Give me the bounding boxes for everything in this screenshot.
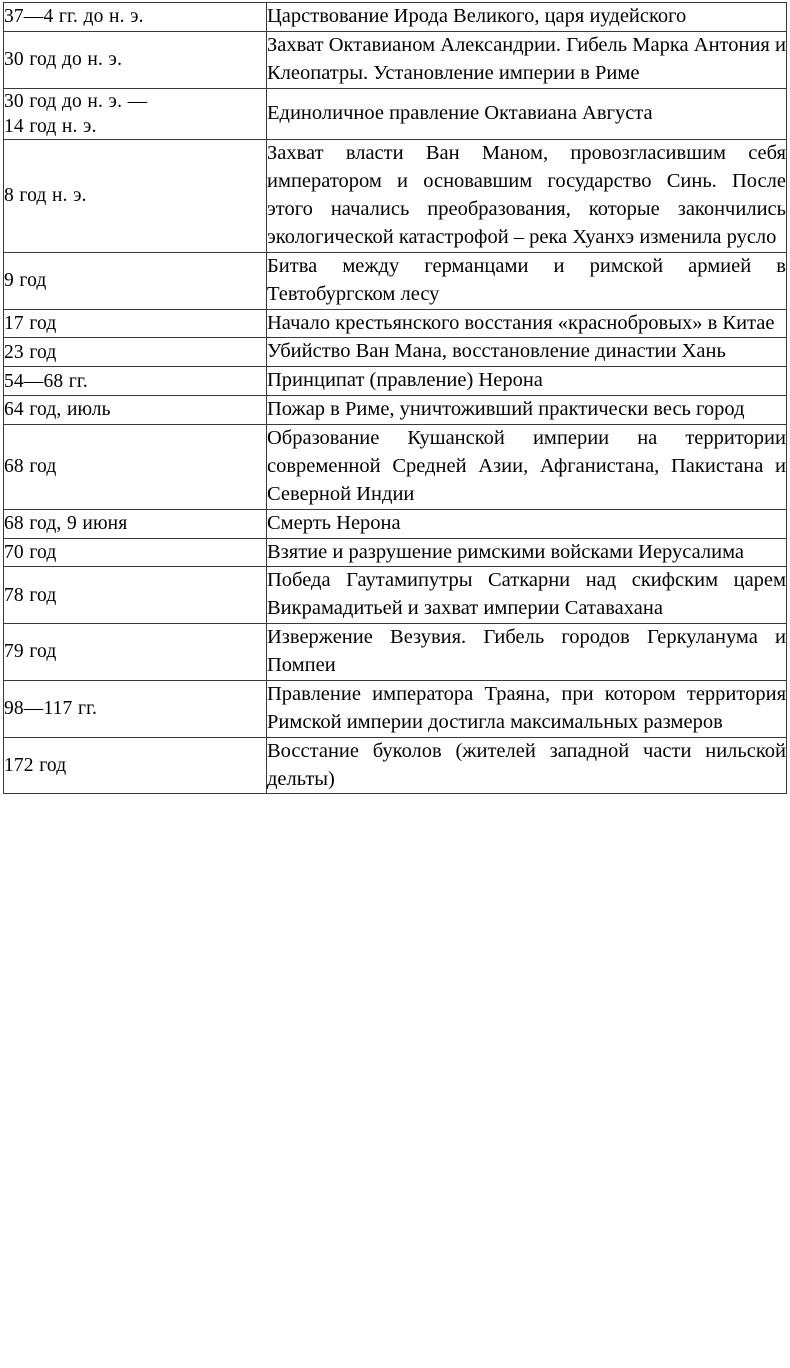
table-row	[4, 396, 787, 425]
event-cell	[267, 509, 787, 538]
date-cell	[4, 509, 267, 538]
table-row	[4, 338, 787, 367]
table-row	[4, 680, 787, 737]
table-row	[4, 309, 787, 338]
table-row	[4, 140, 787, 253]
event-cell	[267, 538, 787, 567]
table-row	[4, 3, 787, 32]
date-text: 68 год, 9 июня	[4, 512, 128, 534]
date-cell	[4, 396, 267, 425]
date-text: 78 год	[4, 584, 57, 606]
table-body	[4, 3, 787, 794]
date-text: 8 год н. э.	[4, 185, 87, 207]
date-text: 79 год	[4, 641, 57, 663]
table-row	[4, 31, 787, 88]
date-cell	[4, 3, 267, 32]
date-text: 9 год	[4, 270, 47, 292]
event-cell	[267, 3, 787, 32]
event-cell	[267, 252, 787, 309]
table-row	[4, 538, 787, 567]
date-text: 64 год, июль	[4, 399, 111, 421]
event-text: Смерть Нерона	[267, 511, 401, 534]
event-text: Правление императора Траяна, при котором территория Римской империи достигла максимальных размеров	[267, 682, 786, 733]
date-text: 30 год до н. э.	[4, 49, 123, 71]
date-cell	[4, 367, 267, 396]
date-cell	[4, 31, 267, 88]
table-row	[4, 509, 787, 538]
date-text: 172 год	[4, 754, 67, 776]
event-cell	[267, 624, 787, 681]
event-cell	[267, 338, 787, 367]
event-text: Захват власти Ван Маном, провозгласившим себя императором и основавшим государство Синь. После этого начались преобразования, которые закончились экологической катастрофой – река Хуанхэ изменила русло	[267, 142, 786, 248]
event-text: Извержение Везувия. Гибель городов Геркуланума и Помпеи	[267, 626, 786, 677]
chronology-table	[3, 2, 787, 794]
event-text: Царствование Ирода Великого, царя иудейского	[267, 5, 687, 27]
table-row	[4, 737, 787, 794]
event-text: Принципат (правление) Нерона	[267, 369, 543, 392]
date-cell	[4, 309, 267, 338]
date-text: 68 год	[4, 456, 57, 478]
date-text: 98—117 гг.	[4, 698, 98, 720]
table-row	[4, 88, 787, 140]
event-cell	[267, 425, 787, 510]
event-text: Битва между германцами и римской армией в Тевтобургском лесу	[267, 254, 786, 305]
event-text: Захват Октавианом Александрии. Гибель Марка Антония и Клеопатры. Установление империи в Риме	[267, 33, 786, 84]
date-text: 70 год	[4, 541, 57, 563]
date-cell	[4, 88, 267, 140]
date-cell	[4, 538, 267, 567]
event-text: Начало крестьянского восстания «краснобровых» в Китае	[267, 311, 775, 334]
event-cell	[267, 396, 787, 425]
event-cell	[267, 367, 787, 396]
event-text: Восстание буколов (жителей западной части нильской дельты)	[267, 739, 786, 790]
date-cell	[4, 737, 267, 794]
event-cell	[267, 140, 787, 253]
event-cell	[267, 567, 787, 624]
event-text: Образование Кушанской империи на территории современной Средней Азии, Афганистана, Пакистана и Северной Индии	[267, 427, 786, 505]
event-text: Единоличное правление Октавиана Августа	[267, 102, 653, 125]
date-text: 23 год	[4, 341, 57, 363]
event-cell	[267, 680, 787, 737]
date-text: 54—68 гг.	[4, 370, 88, 392]
event-cell	[267, 309, 787, 338]
date-text: 37—4 гг. до н. э.	[4, 6, 144, 28]
event-cell	[267, 31, 787, 88]
date-cell	[4, 338, 267, 367]
date-cell	[4, 252, 267, 309]
date-cell	[4, 624, 267, 681]
date-cell	[4, 680, 267, 737]
date-cell	[4, 140, 267, 253]
date-text: 17 год	[4, 312, 57, 334]
event-cell	[267, 88, 787, 140]
event-text: Убийство Ван Мана, восстановление династии Хань	[267, 340, 726, 363]
table-row	[4, 425, 787, 510]
table-row	[4, 567, 787, 624]
date-cell	[4, 425, 267, 510]
table-row	[4, 252, 787, 309]
event-cell	[267, 737, 787, 794]
table-row	[4, 624, 787, 681]
event-text: Победа Гаутамипутры Саткарни над скифским царем Викрамадитьей и захват империи Сатавахана	[267, 569, 786, 620]
event-text: Взятие и разрушение римскими войсками Иерусалима	[267, 540, 745, 563]
event-text: Пожар в Риме, уничтоживший практически весь город	[267, 398, 745, 421]
date-text: 30 год до н. э. — 14 год н. э.	[4, 90, 148, 137]
date-cell	[4, 567, 267, 624]
table-row	[4, 367, 787, 396]
